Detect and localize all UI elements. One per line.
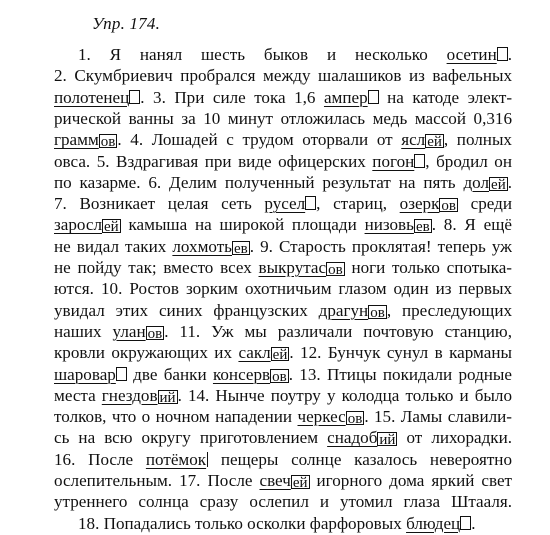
underlined-word: консерв (212, 364, 271, 384)
text-span: утреннего солнца сразу ослепил и утомил глаза Штааля. (54, 492, 512, 512)
underlined-word: выкрутас (258, 258, 327, 277)
underlined-word: низовь (364, 215, 414, 235)
text-span: , бродил он (425, 151, 512, 171)
ending-box: ей (103, 219, 119, 236)
underlined-word: полотенец (54, 87, 130, 107)
underlined-word: блюдец (406, 513, 461, 533)
text-span: ются. 10. Ростов зорким охотничьим глазом один из первых (54, 279, 512, 299)
ending-box: ей (272, 347, 288, 364)
text-span: . 13. Птицы покидали родные (288, 364, 513, 384)
underlined-word: улан (112, 321, 146, 341)
text-span: толков, что о ночном нападении (54, 407, 298, 427)
underlined-word: черкес (297, 407, 346, 427)
text-span: сь на всю округу приготовлением (54, 428, 328, 448)
ending-box: ей (427, 134, 442, 151)
ending-box: ов (347, 411, 363, 428)
text-line (54, 236, 512, 258)
underlined-word: заросл (54, 215, 102, 235)
text-line (54, 321, 512, 343)
ending-box: ов (441, 198, 457, 215)
text-span: ослепительным. 17. После (54, 471, 260, 490)
text-line (54, 257, 512, 279)
text-span: . 12. Бунчук сунул в карманы (289, 343, 512, 363)
ending-box (414, 154, 425, 168)
text-line (54, 491, 512, 513)
text-span: на катоде элект- (378, 87, 513, 107)
text-line (54, 151, 512, 173)
text-line (54, 108, 512, 130)
text-span: , полных (443, 130, 512, 150)
underlined-word: шаровар (54, 364, 116, 384)
underlined-word: драгун (318, 300, 369, 320)
text-line (54, 278, 512, 300)
text-line (54, 65, 512, 87)
text-span: . 9. Старость проклятая! теперь уж (249, 236, 512, 256)
text-span: . 3. При силе тока 1,6 (140, 87, 324, 107)
text-span: , преследующих (386, 300, 513, 320)
ending-box (497, 47, 508, 61)
text-span: увидал этих синих французских (54, 300, 319, 320)
underlined-word: лохмоть (172, 236, 232, 256)
text-span: . (471, 513, 476, 533)
text-span: не пойду так; вместо всех (54, 258, 259, 277)
underlined-word: русел (264, 194, 306, 214)
ending-box: ий (379, 432, 396, 449)
exercise-title: Упр. 174. (92, 14, 161, 33)
ending-box: ев (415, 219, 430, 236)
text-span: . 14. Нынче поутру у колодца только и было (177, 385, 512, 405)
text-line (54, 427, 512, 449)
text-span: не видал таких (54, 236, 173, 256)
underlined-word: грамм (54, 130, 99, 150)
text-line (54, 193, 512, 215)
text-span: пещеры солнце казалось невероятно (208, 449, 513, 469)
text-span: . (507, 172, 512, 192)
text-span: кровли окружающих их (54, 343, 239, 363)
text-span: . 11. Уж мы различали почтовую станцию, (164, 321, 512, 341)
ending-box: ов (328, 262, 343, 278)
text-line (54, 470, 512, 492)
text-span: от лихорадки. (397, 428, 512, 448)
text-span: места (54, 385, 102, 405)
underlined-word: озерк (399, 194, 440, 214)
text-line (54, 214, 512, 236)
text-span: 1. Я нанял шесть быков и несколько (78, 45, 447, 64)
ending-box (129, 90, 140, 104)
text-span: игорного дома яркий свет (309, 471, 512, 490)
text-line (54, 172, 512, 194)
underlined-word: сакл (238, 343, 271, 363)
text-span: среди (458, 194, 512, 214)
text-span: , стариц, (316, 194, 400, 214)
ending-box: ей (491, 176, 506, 193)
text-line (54, 449, 512, 471)
underlined-word: осетин (446, 45, 497, 64)
text-span: . 15. Ламы славили- (364, 407, 513, 427)
ending-box: ей (292, 475, 308, 491)
ending-box: ов (370, 304, 385, 321)
underlined-word: погон (372, 151, 415, 171)
ending-box: ов (100, 134, 116, 151)
text-span: . 8. Я ещё (431, 215, 512, 235)
text-span: . 4. Лошадей с трудом оторвали от (117, 130, 402, 150)
text-span: 18. Попадались только осколки фарфоровых (78, 513, 407, 533)
text-line (54, 513, 512, 535)
ending-box (116, 367, 127, 381)
text-span: овса. 5. Вздрагивая при виде офицерских (54, 151, 373, 171)
underlined-word: свеч (259, 471, 291, 490)
text-line (54, 385, 512, 407)
text-span: наших (54, 321, 113, 341)
underlined-word: снадоб (327, 428, 378, 448)
text-span: рической ванны за 10 минут отложилась медь массой 0,316 (54, 108, 512, 128)
ending-box: ов (147, 325, 163, 342)
text-line (54, 364, 512, 386)
text-span: ноги только спотыка- (344, 258, 512, 277)
underlined-word: дол (463, 172, 490, 192)
text-line (54, 300, 512, 322)
ending-box: ий (159, 389, 176, 406)
text-span: 16. После (54, 449, 146, 469)
ending-box (305, 196, 316, 210)
underlined-word: гнездов (101, 385, 158, 405)
text-span: две банки (126, 364, 213, 384)
text-line (54, 342, 512, 364)
text-line (54, 44, 512, 66)
text-span: 2. Скумбриевич пробрался между шалашиков из вафельных (54, 66, 512, 86)
ending-box: ев (233, 240, 248, 257)
underlined-word: ампер (323, 87, 368, 107)
text-span: камыша на широкой площади (120, 215, 365, 235)
text-span: . (507, 45, 512, 64)
underlined-word: ясл (401, 130, 426, 150)
text-line (54, 129, 512, 151)
text-line (54, 406, 512, 428)
ending-box: ов (272, 368, 287, 385)
text-span: 7. Возникает целая сеть (54, 194, 265, 214)
text-line (54, 87, 512, 109)
underlined-word: потёмок (145, 449, 207, 469)
ending-box (460, 516, 471, 530)
text-span: по казарме. 6. Делим полученный результат на пять (54, 172, 464, 192)
ending-box (368, 90, 379, 104)
